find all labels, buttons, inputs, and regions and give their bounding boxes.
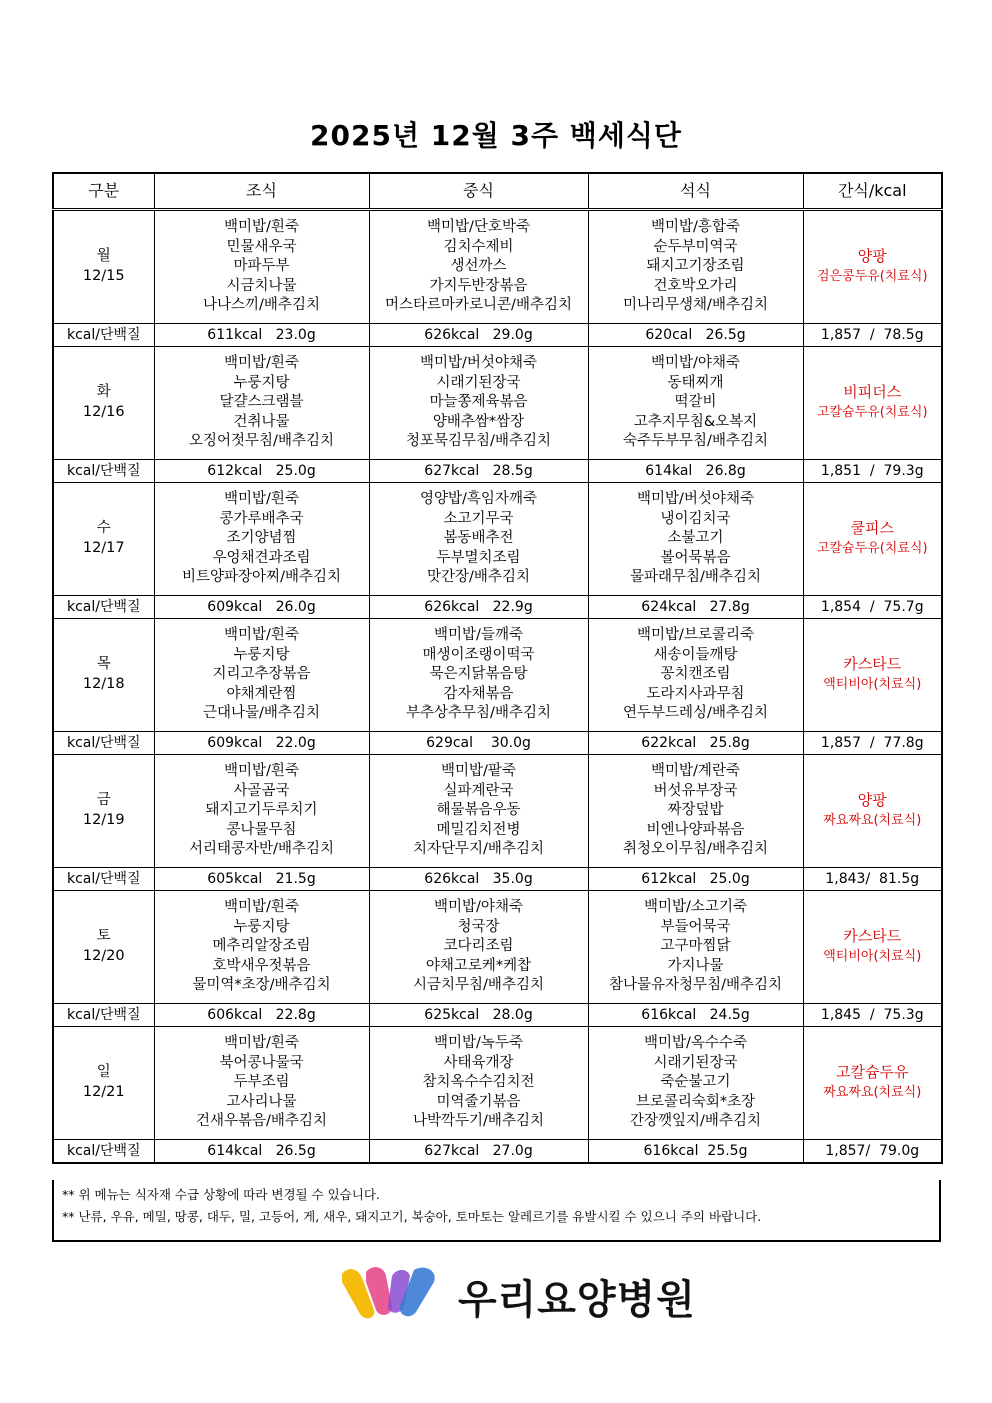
kcal-value: 609kcal 22.0g: [154, 732, 369, 755]
lunch-item: 백미밥/녹두죽: [434, 1035, 523, 1052]
breakfast-item: 북어콩나물국: [219, 1054, 304, 1071]
note-change: ** 위 메뉴는 식자재 수급 상황에 따라 변경될 수 있습니다.: [62, 1187, 380, 1202]
lunch-item: 참치옥수수김치전: [422, 1074, 535, 1091]
kcal-value: 616kcal 25.5g: [588, 1140, 803, 1164]
snack-cell: [803, 347, 942, 460]
lunch-item: 시금치무침/배추김치: [413, 977, 544, 994]
dinner-item: 가지나물: [667, 957, 724, 974]
kcal-row: [53, 596, 942, 619]
dinner-item: 고추지무침&오복지: [633, 413, 758, 430]
page-title: 2025년 12월 3주 백세식단: [310, 119, 682, 152]
breakfast-item: 지리고추장볶음: [212, 666, 311, 683]
snack-therapeutic: 고칼슘두유(치료식): [816, 405, 928, 420]
lunch-item: 묵은지닭볶음탕: [429, 666, 528, 683]
kcal-value: 627kcal 27.0g: [369, 1140, 588, 1164]
breakfast-cell: [154, 891, 369, 1004]
lunch-cell: [369, 891, 588, 1004]
kcal-value: 620cal 26.5g: [588, 324, 803, 347]
dinner-item: 백미밥/버섯야채죽: [637, 491, 754, 508]
lunch-item: 백미밥/야채죽: [434, 899, 523, 916]
dinner-item: 순두부미역국: [653, 238, 738, 255]
dinner-item: 백미밥/소고기죽: [644, 899, 747, 916]
kcal-value: 626kcal 29.0g: [369, 324, 588, 347]
lunch-item: 양배추쌈*쌈장: [432, 413, 525, 430]
header-lunch: 중식: [369, 173, 588, 210]
dinner-item: 비엔나양파볶음: [646, 821, 745, 838]
kcal-value: 629cal 30.0g: [369, 732, 588, 755]
dinner-item: 짜장덮밥: [667, 802, 724, 819]
lunch-item: 미역줄기볶음: [436, 1093, 521, 1110]
dinner-item: 새송이들깨탕: [653, 646, 738, 663]
breakfast-item: 두부조림: [233, 1074, 290, 1091]
dinner-item: 백미밥/흥합죽: [651, 219, 740, 236]
dinner-item: 브로콜리숙회*초장: [635, 1093, 756, 1110]
lunch-item: 매생이조랭이떡국: [422, 646, 535, 663]
snack-main: 양팡: [857, 791, 887, 810]
lunch-item: 백미밥/팥죽: [441, 763, 516, 780]
dinner-cell: [588, 210, 803, 324]
dinner-item: 취청오이무침/배추김치: [623, 841, 768, 858]
dinner-cell: [588, 891, 803, 1004]
kcal-label: kcal/단백질: [53, 460, 154, 483]
dinner-item: 미나리무생채/배추김치: [623, 297, 768, 314]
menu-row: [53, 891, 942, 1004]
snack-therapeutic: 액티비아(치료식): [823, 949, 922, 964]
dinner-item: 시래기된장국: [653, 1054, 738, 1071]
snack-cell: [803, 1027, 942, 1140]
kcal-value: 1,843/ 81.5g: [803, 868, 942, 891]
day-name: 화: [96, 384, 111, 401]
header-dinner: 석식: [588, 173, 803, 210]
dinner-item: 간장깻잎지/배추김치: [630, 1113, 761, 1130]
kcal-value: 1,851 / 79.3g: [803, 460, 942, 483]
kcal-label: kcal/단백질: [53, 868, 154, 891]
dinner-item: 동태찌개: [667, 374, 724, 391]
lunch-cell: [369, 755, 588, 868]
breakfast-item: 백미밥/흰죽: [224, 627, 299, 644]
breakfast-cell: [154, 210, 369, 324]
menu-row: [53, 619, 942, 732]
breakfast-item: 물미역*초장/배추김치: [192, 977, 331, 994]
notes-box: [52, 1180, 941, 1242]
breakfast-item: 백미밥/흰죽: [224, 1035, 299, 1052]
day-name: 금: [96, 792, 111, 809]
lunch-item: 청국장: [457, 918, 500, 935]
snack-main: 고칼슘두유: [836, 1063, 909, 1082]
lunch-cell: [369, 210, 588, 324]
breakfast-item: 야채계란찜: [226, 685, 297, 702]
lunch-item: 야채고로케*케찹: [425, 957, 532, 974]
breakfast-item: 메추리알장조림: [212, 938, 311, 955]
kcal-value: 614kcal 26.5g: [154, 1140, 369, 1164]
lunch-item: 맛간장/배추김치: [427, 569, 530, 586]
snack-cell: [803, 891, 942, 1004]
dinner-item: 버섯유부장국: [653, 782, 738, 799]
lunch-item: 청포묵김무침/배추김치: [406, 433, 551, 450]
day-name: 토: [96, 928, 111, 945]
menu-row: [53, 210, 942, 324]
note-allergy: ** 난류, 우유, 메밀, 땅콩, 대두, 밀, 고등어, 게, 새우, 돼지고기, 복숭아, 토마토는 알레르기를 유발시킬 수 있으니 주의 바랍니다.: [62, 1209, 762, 1224]
lunch-item: 코다리조림: [443, 938, 514, 955]
dinner-item: 고구마찜닭: [660, 938, 731, 955]
kcal-value: 616kcal 24.5g: [588, 1004, 803, 1027]
kcal-label: kcal/단백질: [53, 596, 154, 619]
dinner-item: 도라지사과무침: [646, 685, 745, 702]
dinner-cell: [588, 755, 803, 868]
kcal-value: 612kcal 25.0g: [588, 868, 803, 891]
lunch-item: 소고기무국: [443, 510, 514, 527]
breakfast-item: 건취나물: [233, 413, 290, 430]
day-date: 12/18: [82, 676, 125, 692]
lunch-item: 마늘쫑제육볶음: [429, 394, 528, 411]
kcal-row: [53, 1004, 942, 1027]
dinner-item: 백미밥/옥수수죽: [644, 1035, 747, 1052]
dinner-cell: [588, 347, 803, 460]
day-cell: [53, 619, 154, 732]
day-name: 수: [96, 520, 111, 537]
header-snack: 간식/kcal: [803, 173, 942, 210]
kcal-label: kcal/단백질: [53, 1140, 154, 1164]
breakfast-item: 우엉채견과조림: [212, 549, 311, 566]
dinner-item: 부들어묵국: [660, 918, 731, 935]
snack-therapeutic: 짜요짜요(치료식): [823, 1085, 922, 1100]
dinner-item: 참나물유자청무침/배추김치: [609, 977, 782, 994]
dinner-cell: [588, 483, 803, 596]
dinner-cell: [588, 619, 803, 732]
snack-main: 양팡: [857, 247, 887, 266]
breakfast-item: 건새우볶음/배추김치: [196, 1113, 327, 1130]
lunch-cell: [369, 619, 588, 732]
header-category: 구분: [53, 173, 154, 210]
snack-main: 카스타드: [843, 927, 902, 946]
day-date: 12/17: [82, 540, 125, 556]
breakfast-item: 시금치나물: [226, 277, 297, 294]
breakfast-item: 콩나물무침: [226, 821, 297, 838]
breakfast-item: 달걀스크램블: [219, 394, 304, 411]
table-header-row: [53, 173, 942, 210]
lunch-item: 메밀김치전병: [436, 821, 521, 838]
dinner-item: 소불고기: [667, 530, 724, 547]
day-date: 12/21: [82, 1084, 125, 1100]
breakfast-item: 누룽지탕: [233, 374, 290, 391]
lunch-item: 실파계란국: [443, 782, 514, 799]
breakfast-item: 돼지고기두루치기: [205, 802, 318, 819]
day-cell: [53, 210, 154, 324]
snack-therapeutic: 검은콩두유(치료식): [816, 269, 928, 284]
lunch-item: 백미밥/단호박죽: [427, 219, 530, 236]
kcal-row: [53, 732, 942, 755]
weekly-menu-table: [52, 172, 943, 1164]
day-date: 12/16: [82, 404, 125, 420]
lunch-item: 생선까스: [450, 258, 507, 275]
snack-therapeutic: 고칼슘두유(치료식): [816, 541, 928, 556]
lunch-item: 감자채볶음: [443, 685, 514, 702]
kcal-value: 1,854 / 75.7g: [803, 596, 942, 619]
dinner-item: 떡갈비: [674, 394, 717, 411]
menu-row: [53, 755, 942, 868]
kcal-value: 1,857 / 77.8g: [803, 732, 942, 755]
lunch-item: 나박깍두기/배추김치: [413, 1113, 544, 1130]
kcal-value: 612kcal 25.0g: [154, 460, 369, 483]
lunch-item: 백미밥/버섯야채죽: [420, 355, 537, 372]
lunch-item: 머스타르마카로니콘/배추김치: [385, 297, 572, 314]
menu-row: [53, 483, 942, 596]
lunch-item: 사태육개장: [443, 1054, 514, 1071]
kcal-row: [53, 324, 942, 347]
dinner-item: 냉이김치국: [660, 510, 731, 527]
kcal-label: kcal/단백질: [53, 324, 154, 347]
kcal-value: 624kcal 27.8g: [588, 596, 803, 619]
breakfast-item: 사골곰국: [233, 782, 290, 799]
kcal-value: 605kcal 21.5g: [154, 868, 369, 891]
day-cell: [53, 1027, 154, 1140]
kcal-value: 609kcal 26.0g: [154, 596, 369, 619]
lunch-item: 백미밥/들깨죽: [434, 627, 523, 644]
dinner-item: 볼어묵볶음: [660, 549, 731, 566]
snack-main: 비피더스: [843, 383, 902, 402]
breakfast-cell: [154, 619, 369, 732]
dinner-item: 건호박오가리: [653, 277, 738, 294]
breakfast-item: 누룽지탕: [233, 918, 290, 935]
lunch-item: 가지두반장볶음: [429, 277, 528, 294]
lunch-item: 시래기된장국: [436, 374, 521, 391]
snack-cell: [803, 210, 942, 324]
breakfast-cell: [154, 1027, 369, 1140]
breakfast-cell: [154, 755, 369, 868]
snack-cell: [803, 755, 942, 868]
breakfast-item: 민물새우국: [226, 238, 297, 255]
day-date: 12/15: [82, 268, 125, 284]
breakfast-item: 백미밥/흰죽: [224, 899, 299, 916]
day-name: 일: [96, 1064, 111, 1081]
kcal-value: 625kcal 28.0g: [369, 1004, 588, 1027]
breakfast-item: 고사리나물: [226, 1093, 297, 1110]
day-cell: [53, 347, 154, 460]
kcal-row: [53, 1140, 942, 1164]
breakfast-item: 호박새우젓볶음: [212, 957, 311, 974]
kcal-value: 611kcal 23.0g: [154, 324, 369, 347]
kcal-value: 626kcal 22.9g: [369, 596, 588, 619]
lunch-item: 봄동배추전: [443, 530, 514, 547]
snack-cell: [803, 483, 942, 596]
snack-cell: [803, 619, 942, 732]
breakfast-item: 백미밥/흰죽: [224, 763, 299, 780]
lunch-item: 부추상추무침/배추김치: [406, 705, 551, 722]
day-date: 12/19: [82, 812, 125, 828]
hospital-logo: [336, 1262, 696, 1324]
dinner-item: 꽁치캔조림: [660, 666, 731, 683]
kcal-value: 626kcal 35.0g: [369, 868, 588, 891]
kcal-label: kcal/단백질: [53, 1004, 154, 1027]
kcal-label: kcal/단백질: [53, 732, 154, 755]
header-breakfast: 조식: [154, 173, 369, 210]
kcal-value: 1,857/ 79.0g: [803, 1140, 942, 1164]
dinner-item: 죽순불고기: [660, 1074, 731, 1091]
kcal-value: 627kcal 28.5g: [369, 460, 588, 483]
lunch-item: 치자단무지/배추김치: [413, 841, 544, 858]
lunch-cell: [369, 347, 588, 460]
breakfast-item: 조기양념찜: [226, 530, 297, 547]
breakfast-item: 누룽지탕: [233, 646, 290, 663]
kcal-row: [53, 868, 942, 891]
day-cell: [53, 483, 154, 596]
snack-main: 카스타드: [843, 655, 902, 674]
dinner-cell: [588, 1027, 803, 1140]
breakfast-item: 백미밥/흰죽: [224, 491, 299, 508]
breakfast-item: 백미밥/흰죽: [224, 219, 299, 236]
dinner-item: 물파래무침/배추김치: [630, 569, 761, 586]
lunch-cell: [369, 1027, 588, 1140]
day-cell: [53, 891, 154, 1004]
kcal-value: 614kal 26.8g: [588, 460, 803, 483]
breakfast-cell: [154, 347, 369, 460]
lunch-item: 해물볶음우동: [436, 802, 521, 819]
lunch-item: 김치수제비: [443, 238, 514, 255]
dinner-item: 돼지고기장조림: [646, 258, 745, 275]
snack-main: 쿨피스: [850, 519, 894, 538]
dinner-item: 연두부드레싱/배추김치: [623, 705, 768, 722]
snack-therapeutic: 액티비아(치료식): [823, 677, 922, 692]
lunch-item: 영양밥/흑임자깨죽: [420, 491, 537, 508]
dinner-item: 백미밥/계란죽: [651, 763, 740, 780]
logo-w-icon: [336, 1262, 446, 1324]
day-date: 12/20: [82, 948, 125, 964]
lunch-cell: [369, 483, 588, 596]
breakfast-item: 콩가루배추국: [219, 510, 304, 527]
menu-row: [53, 1027, 942, 1140]
day-cell: [53, 755, 154, 868]
breakfast-item: 서리태콩자반/배추김치: [189, 841, 334, 858]
menu-row: [53, 347, 942, 460]
kcal-value: 1,845 / 75.3g: [803, 1004, 942, 1027]
snack-therapeutic: 짜요짜요(치료식): [823, 813, 922, 828]
dinner-item: 백미밥/브로콜리죽: [637, 627, 754, 644]
day-name: 월: [96, 248, 111, 265]
breakfast-cell: [154, 483, 369, 596]
breakfast-item: 백미밥/흰죽: [224, 355, 299, 372]
kcal-row: [53, 460, 942, 483]
day-name: 목: [96, 656, 111, 673]
dinner-item: 백미밥/야채죽: [651, 355, 740, 372]
kcal-value: 1,857 / 78.5g: [803, 324, 942, 347]
kcal-value: 622kcal 25.8g: [588, 732, 803, 755]
breakfast-item: 비트양파장아찌/배추김치: [182, 569, 341, 586]
lunch-item: 두부멸치조림: [436, 549, 521, 566]
dinner-item: 숙주두부무침/배추김치: [623, 433, 768, 450]
breakfast-item: 오징어젓무침/배추김치: [189, 433, 334, 450]
breakfast-item: 근대나물/배추김치: [203, 705, 320, 722]
breakfast-item: 나나스끼/배추김치: [203, 297, 320, 314]
kcal-value: 606kcal 22.8g: [154, 1004, 369, 1027]
logo-text: 우리요양병원: [458, 1277, 696, 1323]
breakfast-item: 마파두부: [233, 258, 290, 275]
